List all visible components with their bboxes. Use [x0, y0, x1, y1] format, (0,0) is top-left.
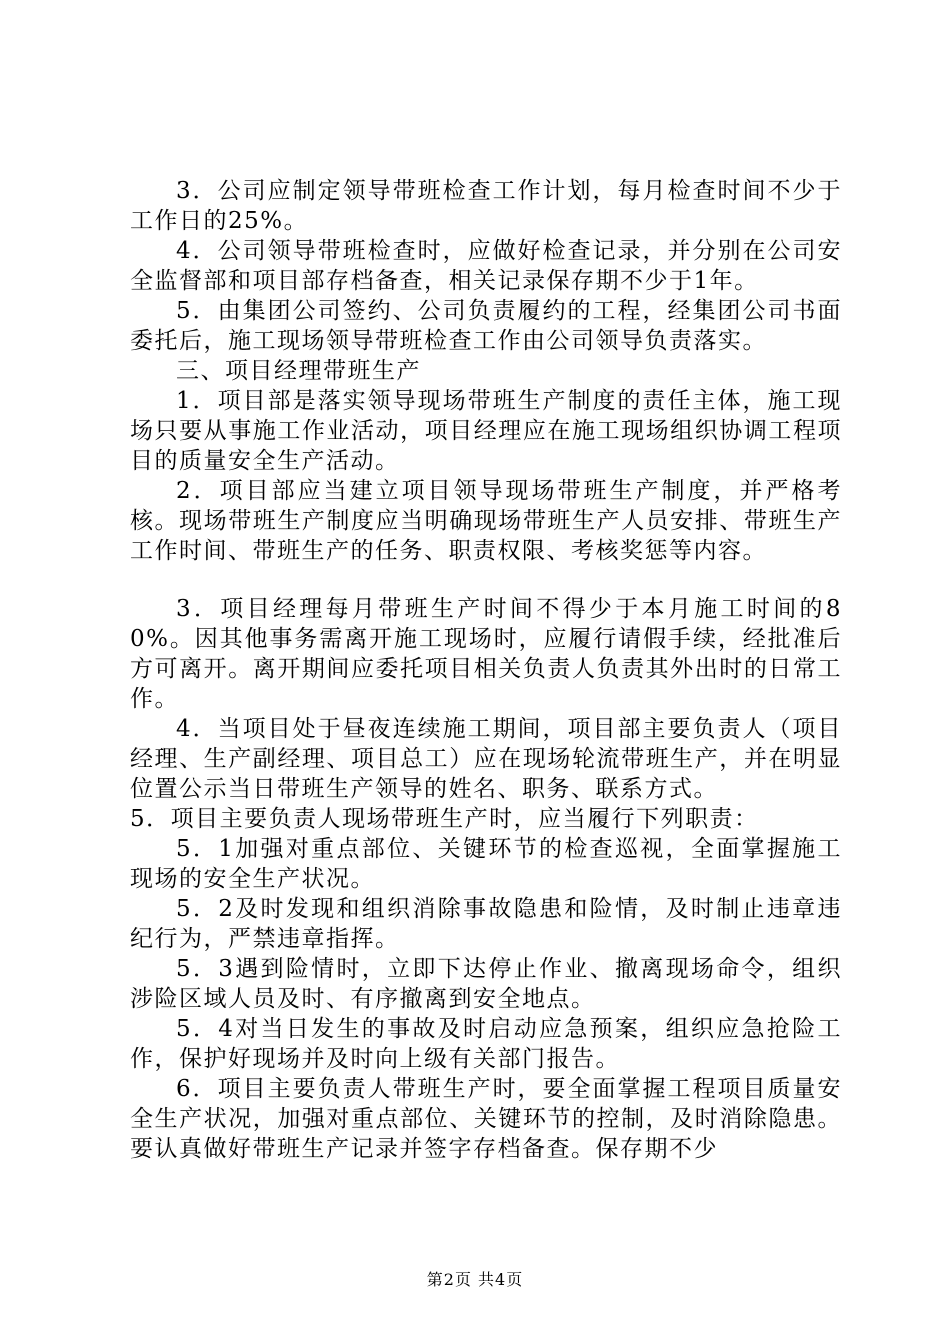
paragraph-company-4: 4．公司领导带班检查时，应做好检查记录，并分别在公司安全监督部和项目部存档备查，相关记录保存期不少于1年。	[130, 238, 842, 294]
paragraph-project-4: 4．当项目处于昼夜连续施工期间，项目部主要负责人（项目经理、生产副经理、项目总工）应在现场轮流带班生产，并在明显位置公示当日带班生产领导的姓名、职务、联系方式。	[130, 716, 842, 802]
section-heading: 三、项目经理带班生产	[176, 358, 421, 384]
paragraph-project-2: 2．项目部应当建立项目领导现场带班生产制度，并严格考核。现场带班生产制度应当明确现场带班生产人员安排、带班生产工作时间、带班生产的任务、职责权限、考核奖惩等内容。	[130, 478, 842, 564]
paragraph-project-3: 3．项目经理每月带班生产时间不得少于本月施工时间的80%。因其他事务需离开施工现场时，应履行请假手续，经批准后方可离开。离开期间应委托项目相关负责人负责其外出时的日常工作。	[130, 596, 842, 712]
paragraph-project-5-3: 5．3遇到险情时，立即下达停止作业、撤离现场命令，组织涉险区域人员及时、有序撤离到安全地点。	[130, 956, 842, 1012]
page-footer: 第2页 共4页	[426, 1270, 524, 1289]
paragraph-project-5-1: 5．1加强对重点部位、关键环节的检查巡视，全面掌握施工现场的安全生产状况。	[130, 836, 842, 892]
document-body	[130, 176, 842, 1164]
paragraph-company-5: 5．由集团公司签约、公司负责履约的工程，经集团公司书面委托后，施工现场领导带班检查工作由公司领导负责落实。	[130, 298, 842, 354]
paragraph-project-6: 6．项目主要负责人带班生产时，要全面掌握工程项目质量安全生产状况，加强对重点部位、关键环节的控制，及时消除隐患。要认真做好带班生产记录并签字存档备查。保存期不少	[130, 1076, 842, 1162]
paragraph-project-5: 5．项目主要负责人现场带班生产时，应当履行下列职责：	[130, 806, 759, 832]
paragraph-project-5-4: 5．4对当日发生的事故及时启动应急预案，组织应急抢险工作，保护好现场并及时向上级有关部门报告。	[130, 1016, 842, 1072]
paragraph-project-1: 1．项目部是落实领导现场带班生产制度的责任主体，施工现场只要从事施工作业活动，项目经理应在施工现场组织协调工程项目的质量安全生产活动。	[130, 388, 842, 474]
paragraph-project-5-2: 5．2及时发现和组织消除事故隐患和险情，及时制止违章违纪行为，严禁违章指挥。	[130, 896, 842, 952]
paragraph-company-3: 3．公司应制定领导带班检查工作计划，每月检查时间不少于工作日的25%。	[130, 178, 842, 234]
